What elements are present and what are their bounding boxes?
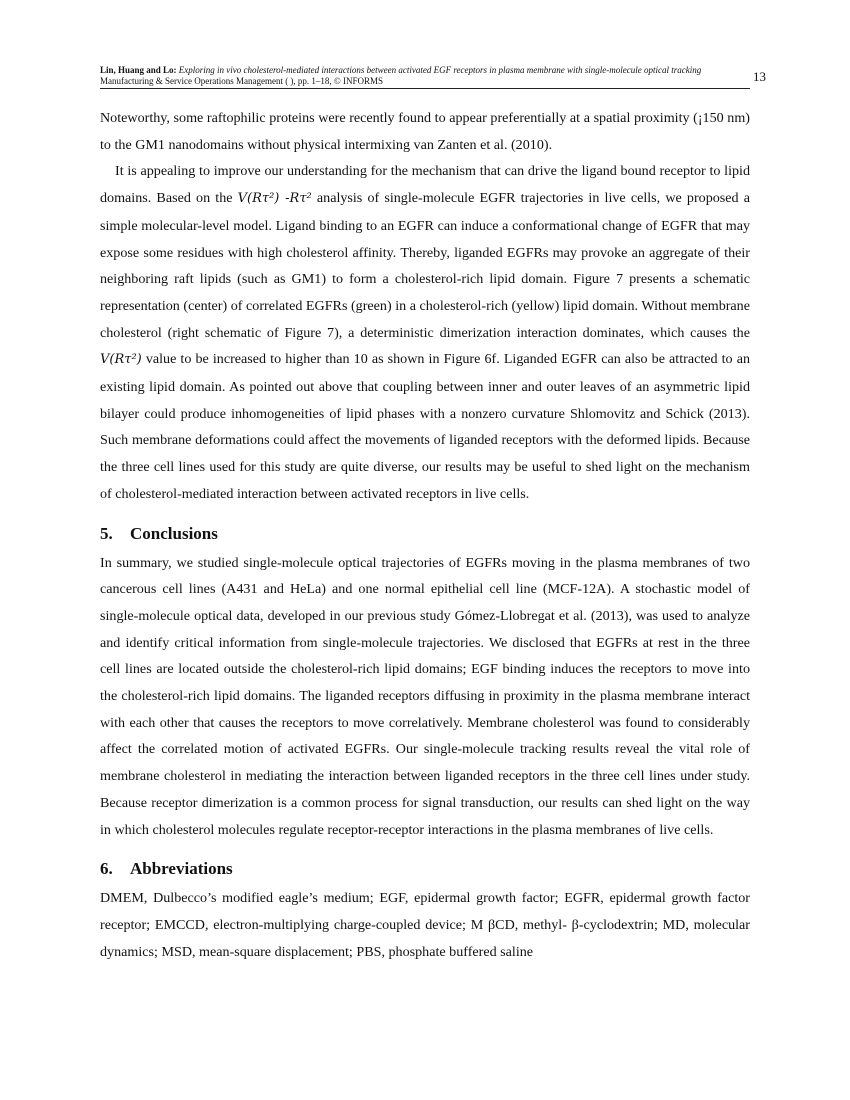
variance-formula-short: V(Rτ²) xyxy=(100,352,142,368)
abbreviations-text: DMEM, Dulbecco’s modified eagle’s medium; EGF, epidermal growth factor; EGFR, epidermal growth factor receptor; EMCCD, electron-multiplying charge-coupled device; M βCD, methyl- β-cyclodextrin; MD, molecular dynamics; MSD, mean-square displacement; PBS, phosphate buffered saline xyxy=(100,890,750,960)
paragraph-mechanism-part3: value to be increased to higher than 10 as shown in Figure 6f. Liganded EGFR can also be attracted to an existing lipid domain. As pointed out above that coupling between inner and outer leaves of an asymmetric lipid bilayer could produce inhomogeneities of lipid phases with a nonzero curvature Shlomovitz and Schick (2013). Such membrane deformations could affect the movements of liganded receptors with the deformed lipids. Because the three cell lines used for this study are quite diverse, our results may be useful to shed light on the mechanism of cholesterol-mediated interaction between activated receptors in live cells. xyxy=(100,351,750,502)
header-journal: Manufacturing & Service Operations Management ( ), pp. 1–18, © INFORMS xyxy=(100,76,384,86)
body-text xyxy=(100,105,750,965)
paper-page xyxy=(100,58,766,965)
paragraph-mechanism-part2: analysis of single-molecule EGFR trajectories in live cells, we proposed a simple molecular-level model. Ligand binding to an EGFR can induce a conformational change of EGFR that may expose some residues with high cholesterol affinity. Thereby, liganded EGFRs may provoke an aggregate of their neighboring raft lipids (such as GM1) to form a cholesterol-rich lipid domain. Figure 7 presents a schematic representation (center) of correlated EGFRs (green) in a cholesterol-rich (yellow) lipid domain. Without membrane cholesterol (right schematic of Figure 7), a deterministic dimerization interaction dominates, which causes the xyxy=(100,190,750,341)
header-title: Exploring in vivo cholesterol-mediated interactions between activated EGF receptors in plasma membrane with single-molecule optical tracking xyxy=(178,65,702,75)
section-number: 6. xyxy=(100,859,113,879)
paragraph-mechanism xyxy=(100,158,750,507)
section-number: 5. xyxy=(100,523,113,543)
conclusions-text: In summary, we studied single-molecule optical trajectories of EGFRs moving in the plasma membranes of two cancerous cell lines (A431 and HeLa) and one normal epithelial cell line (MCF-12A). A stochastic model of single-molecule optical data, developed in our previous study Gómez-Llobregat et al. (2013), was used to analyze and identify critical information from single-molecule trajectories. We disclosed that EGFRs at rest in the three cell lines are located outside the cholesterol-rich lipid domains; EGF binding induces the receptors to move into the cholesterol-rich lipid domains. The liganded receptors diffusing in proximity in the plasma membrane interact with each other that causes the receptors to move correlatively. Membrane cholesterol was found to considerably affect the correlated motion of activated EGFRs. Our single-molecule tracking results reveal the vital role of membrane cholesterol in mediating the interaction between liganded receptors in the three cell lines under study. Because receptor dimerization is a common process for signal transduction, our results can shed light on the way in which cholesterol molecules regulate receptor-receptor interactions in the plasma membranes of live cells. xyxy=(100,554,750,838)
header-authors: Lin, Huang and Lo: xyxy=(100,65,177,75)
section-title: Abbreviations xyxy=(130,859,233,879)
running-header xyxy=(100,58,766,89)
section-heading-abbreviations xyxy=(100,857,750,881)
section-heading-conclusions xyxy=(100,522,750,546)
variance-formula: V(Rτ²) -Rτ² xyxy=(237,191,312,207)
section-title: Conclusions xyxy=(130,523,218,543)
page-number: 13 xyxy=(753,69,766,84)
paragraph-mechanism-part1: It is appealing to improve our understanding for the mechanism that can drive the ligand bound receptor to lipid domains. Based on the xyxy=(100,163,750,207)
paragraph-raftophilic: Noteworthy, some raftophilic proteins were recently found to appear preferentially at a spatial proximity (¡150 nm) to the GM1 nanodomains without physical intermixing van Zanten et al. (2010). xyxy=(100,110,750,153)
